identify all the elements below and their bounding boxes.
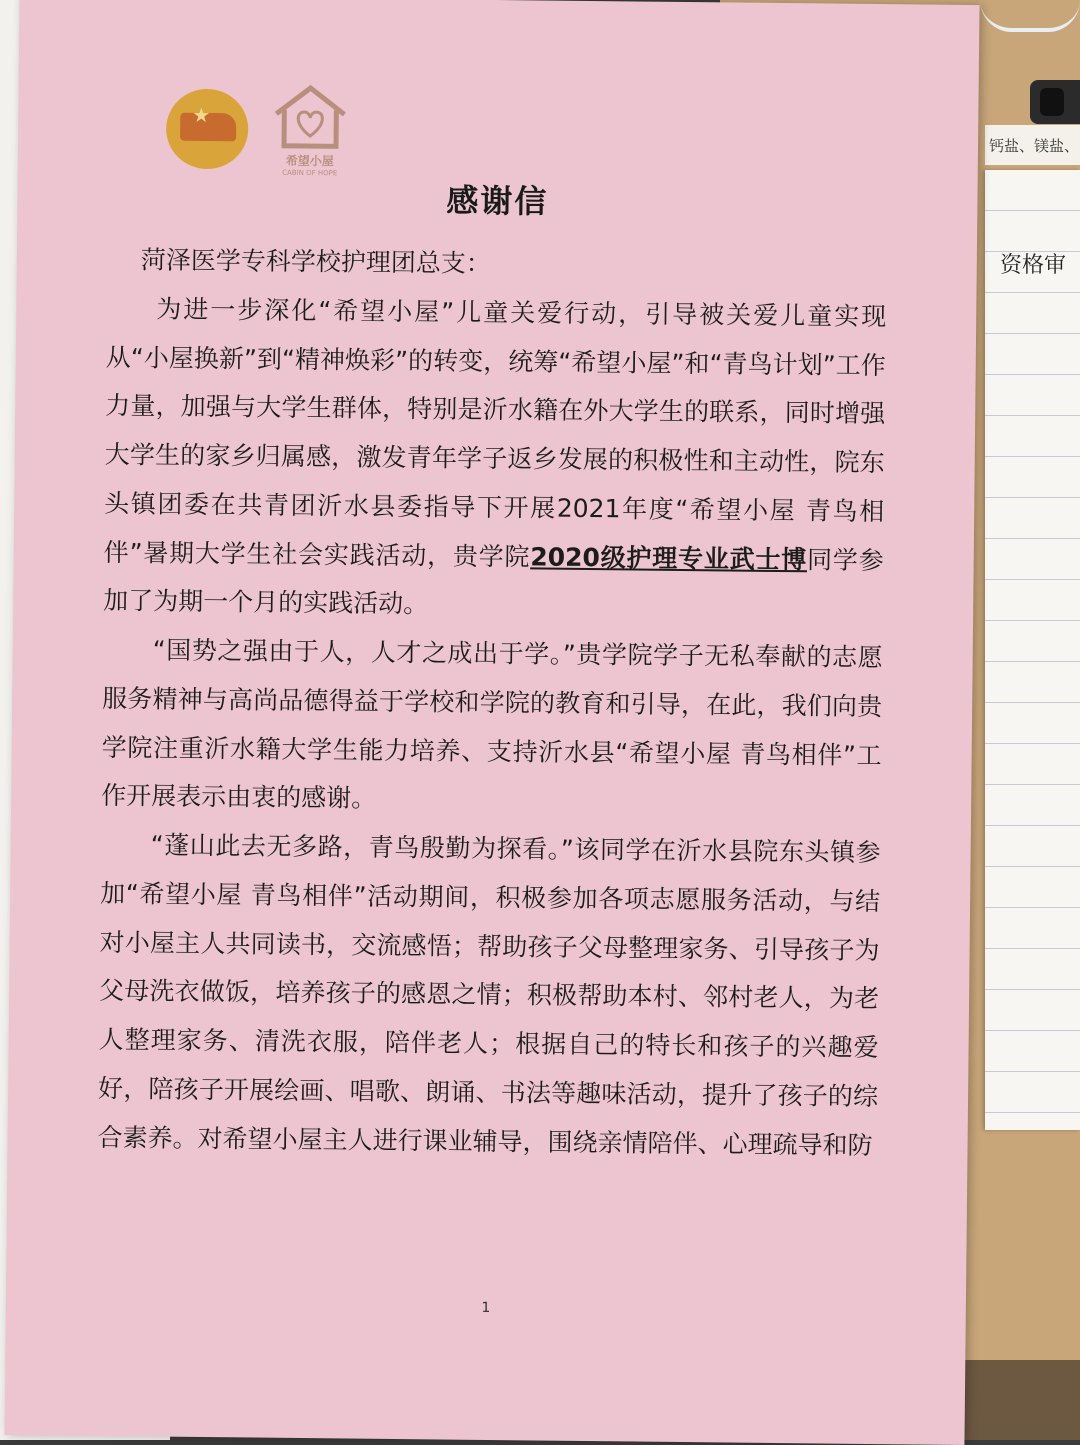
label-strip	[985, 125, 1080, 165]
paragraph-1-text: 为进一步深化“希望小屋”儿童关爱行动，引导被关爱儿童实现从“小屋换新”到“精神焕彩”的转变，统筹“希望小屋”和“青鸟计划”工作力量，加强与大学生群体，特别是沂水籍在外大学生的联系，同时增强大学生的家乡归属感，激发青年学子返乡发展的积极性和主动性，院东头镇团委在共青团沂水县委指导下开展2021年度“希望小屋 青鸟相伴”暑期大学生社会实践活动，贵学院	[103, 294, 887, 571]
letter-body	[97, 236, 887, 1170]
page-number: 1	[481, 1299, 491, 1317]
paragraph-3: “蓬山此去无多路，青鸟殷勤为探看。”该同学在沂水县院东头镇参加“希望小屋 青鸟相伴”活动期间，积极参加各项志愿服务活动，与结对小屋主人共同读书，交流感悟；帮助孩子父母整理家务、引导孩子为父母洗衣做饭，培养孩子的感恩之情；积极帮助本村、邻村老人，为老人整理家务、清洗衣服，陪伴老人；根据自己的特长和孩子的兴趣爱好，陪孩子开展绘画、唱歌、朗诵、书法等趣味活动，提升了孩子的综合素养。对希望小屋主人进行课业辅导，围绕亲情陪伴、心理疏导和防	[97, 830, 881, 1160]
paragraph-2: “国势之强由于人，人才之成出于学。”贵学院学子无私奉献的志愿服务精神与高尚品德得益于学校和学院的教育和引导，在此，我们向贵学院注重沂水籍大学生能力培养、支持沂水县“希望小屋 青鸟相伴”工作开展表示由衷的感谢。	[101, 635, 883, 814]
label-text: 钙盐、镁盐、	[989, 137, 1080, 155]
paragraph-1	[103, 285, 887, 634]
house-heart-icon	[270, 84, 351, 151]
thank-you-letter	[4, 0, 979, 1445]
hope-logo-text: 希望小屋	[285, 153, 334, 169]
youth-league-logo-icon	[166, 89, 249, 170]
device-part	[1040, 88, 1064, 116]
stapler-device	[1030, 80, 1080, 124]
hope-logo-subtext: CABIN OF HOPE	[282, 168, 338, 178]
handwritten-note: 资格审	[1000, 253, 1067, 278]
student-name-highlight: 2020级护理专业武士博	[530, 541, 808, 574]
letter-title: 感谢信	[446, 181, 549, 221]
paragraph-1-end: 同学参加了为期一个月的实践活动。	[103, 544, 884, 619]
cabin-of-hope-logo-icon	[270, 84, 351, 178]
lined-notebook	[985, 170, 1080, 1130]
salutation: 菏泽医学专科学校护理团总支：	[140, 245, 491, 278]
star-icon: ★	[192, 102, 211, 128]
